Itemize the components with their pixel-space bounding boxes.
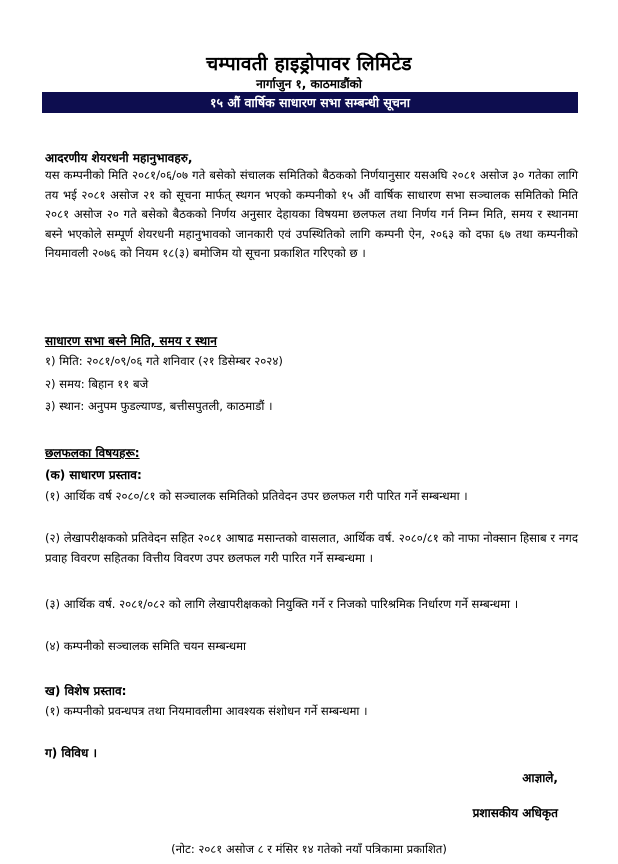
special-item-1: (१) कम्पनीको प्रवन्धपत्र तथा नियमावलीमा आवश्यक संशोधन गर्ने सम्बन्धमा । — [45, 704, 368, 718]
agenda-heading: छलफलका विषयहरू: — [45, 446, 140, 460]
ordinary-item-3: (३) आर्थिक वर्ष. २०८१/०८२ को लागि लेखापरीक्षकको नियुक्ति गर्ने र निजको पारिश्रमिक निर्धारण गर्ने सम्बन्धमा । — [45, 597, 519, 611]
special-resolution-heading: ख) विशेष प्रस्ताव: — [45, 684, 127, 698]
meeting-date: १) मिति: २०८१/०९/०६ गते शनिवार (२१ डिसेम्बर २०२४) — [45, 354, 283, 368]
signatory-authority: प्रशासकीय अधिकृत — [472, 806, 558, 820]
ordinary-item-4: (४) कम्पनीको सञ्चालक समिति चयन सम्बन्धमा — [45, 639, 247, 653]
notice-title-banner: १५ औं वार्षिक साधारण सभा सम्बन्धी सूचना — [42, 92, 578, 113]
ordinary-resolution-heading: (क) साधारण प्रस्ताव: — [45, 468, 142, 482]
meeting-venue: ३) स्थान: अनुपम फुडल्याण्ड, बत्तीसपुतली, काठमाडौं । — [45, 399, 273, 413]
salutation: आदरणीय शेयरधनी महानुभावहरु, — [45, 151, 193, 165]
meeting-time: २) समय: बिहान ११ बजे — [45, 377, 149, 391]
intro-paragraph: यस कम्पनीको मिति २०८१/०६/०७ गते बसेको संचालक समितिको बैठकको निर्णयानुसार यसअघि २०८१ असोज ३० गतेका लागि तय भई २०८१ असोज २१ को सूचना मार्फत् स्थगन भएको कम्पनीको १५ औं वार्षिक साधारण सभा सञ्चालक समितिको मिति २०८१ असोज २० गते बसेको बैठकको निर्णय अनुसार देहायका विषयमा छलफल तथा निर्णय गर्न निम्न मिति, समय र स्थानमा बस्ने भएकोले सम्पूर्ण शेयरधनी महानुभावको जानकारी एवं उपस्थितिको लागि कम्पनी ऐन, २०६३ को दफा ६७ तथा कम्पनीको नियमावली २०७६ को नियम १८(३) बमोजिम यो सूचना प्रकाशित गरिएको छ । — [45, 168, 578, 261]
ordinary-item-2: (२) लेखापरीक्षकको प्रतिवेदन सहित २०८१ आषाढ मसान्तको वासलात, आर्थिक वर्ष. २०८०/८१ को नाफा नोक्सान हिसाब र नगद प्रवाह विवरण सहितका वित्तीय विवरण उपर छलफल गरी पारित गर्ने सम्बन्धमा । — [45, 531, 578, 565]
misc-heading: ग) विविध । — [45, 746, 98, 760]
company-address: नार्गाजुन १, काठमाडौंको — [256, 77, 362, 91]
publication-note: (नोट: २०८१ असोज ८ र मंसिर १४ गतेको नयाँ पत्रिकामा प्रकाशित) — [171, 842, 447, 856]
company-name: चम्पावती हाइड्रोपावर लिमिटेड — [206, 53, 412, 75]
meeting-details-heading: साधारण सभा बस्ने मिति, समय र स्थान — [45, 334, 217, 348]
ordinary-item-1: (१) आर्थिक वर्ष २०८०/८१ को सञ्चालक समितिको प्रतिवेदन उपर छलफल गरी पारित गर्ने सम्बन्धमा । — [45, 489, 468, 503]
by-order-text: आज्ञाले, — [522, 771, 558, 785]
